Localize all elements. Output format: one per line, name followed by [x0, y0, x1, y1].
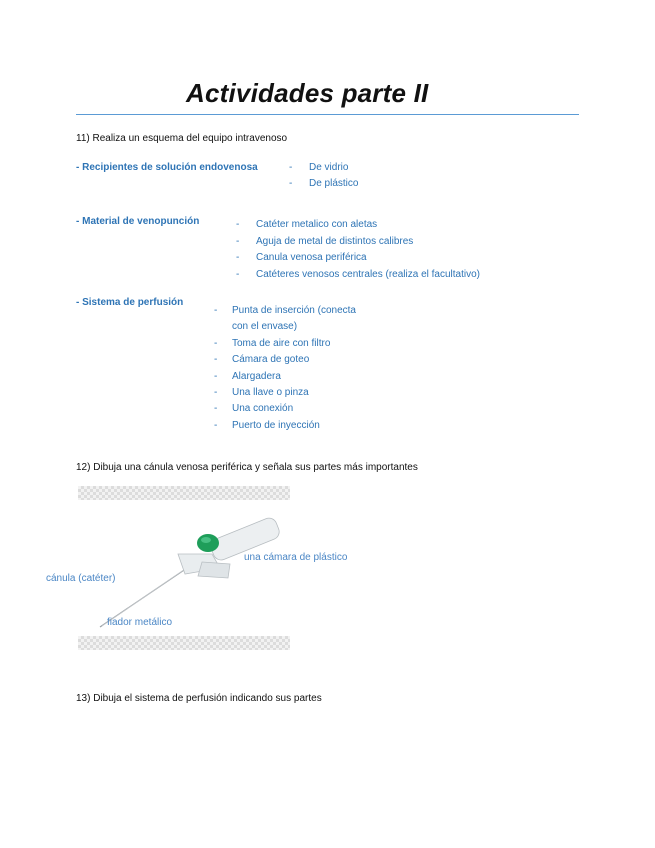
- list-dash: -: [236, 236, 240, 247]
- list-dash: -: [214, 305, 218, 316]
- list-dash: -: [236, 252, 240, 263]
- list-item: Catéter metalico con aletas: [256, 219, 378, 230]
- list-dash: -: [214, 371, 218, 382]
- list-dash: -: [236, 269, 240, 280]
- title-underline: [76, 114, 579, 115]
- label-camara: una cámara de plástico: [244, 552, 348, 563]
- cap-highlight: [201, 537, 211, 543]
- list-item: Una conexión: [232, 403, 294, 414]
- list-dash: -: [289, 178, 293, 189]
- section-sistema-perfusion: - Sistema de perfusión: [76, 297, 184, 308]
- list-item: De plástico: [309, 178, 359, 189]
- list-item: Puerto de inyección: [232, 420, 320, 431]
- label-canula: cánula (catéter): [46, 573, 116, 584]
- list-item: Catéteres venosos centrales (realiza el facultativo): [256, 269, 480, 280]
- section-material-venopuncion: - Material de venopunción: [76, 216, 200, 227]
- label-fiador: fiador metálico: [107, 617, 173, 628]
- list-dash: -: [214, 403, 218, 414]
- list-dash: -: [214, 338, 218, 349]
- list-item: Alargadera: [232, 371, 281, 382]
- injection-port-cap: [197, 534, 219, 552]
- list-item: De vidrio: [309, 162, 349, 173]
- list-dash: -: [214, 354, 218, 365]
- list-item-continuation: con el envase): [232, 321, 298, 332]
- image-placeholder-bottom: [78, 636, 290, 650]
- question-13-heading: 13) Dibuja el sistema de perfusión indicando sus partes: [76, 693, 322, 704]
- image-placeholder-top: [78, 486, 290, 500]
- list-item: Cámara de goteo: [232, 354, 310, 365]
- list-item: Punta de inserción (conecta: [232, 305, 356, 316]
- list-item: Toma de aire con filtro: [232, 338, 331, 349]
- question-11-heading: 11) Realiza un esquema del equipo intravenoso: [76, 133, 288, 144]
- section-recipientes: - Recipientes de solución endovenosa: [76, 162, 258, 173]
- list-item: Una llave o pinza: [232, 387, 309, 398]
- question-12-heading: 12) Dibuja una cánula venosa periférica y señala sus partes más importantes: [76, 462, 418, 473]
- list-item: Aguja de metal de distintos calibres: [256, 236, 414, 247]
- list-item: Canula venosa periférica: [256, 252, 367, 263]
- page-title: Actividades parte II: [186, 78, 429, 108]
- list-dash: -: [214, 387, 218, 398]
- list-dash: -: [214, 420, 218, 431]
- list-dash: -: [236, 219, 240, 230]
- list-dash: -: [289, 162, 293, 173]
- wing-right: [198, 562, 230, 578]
